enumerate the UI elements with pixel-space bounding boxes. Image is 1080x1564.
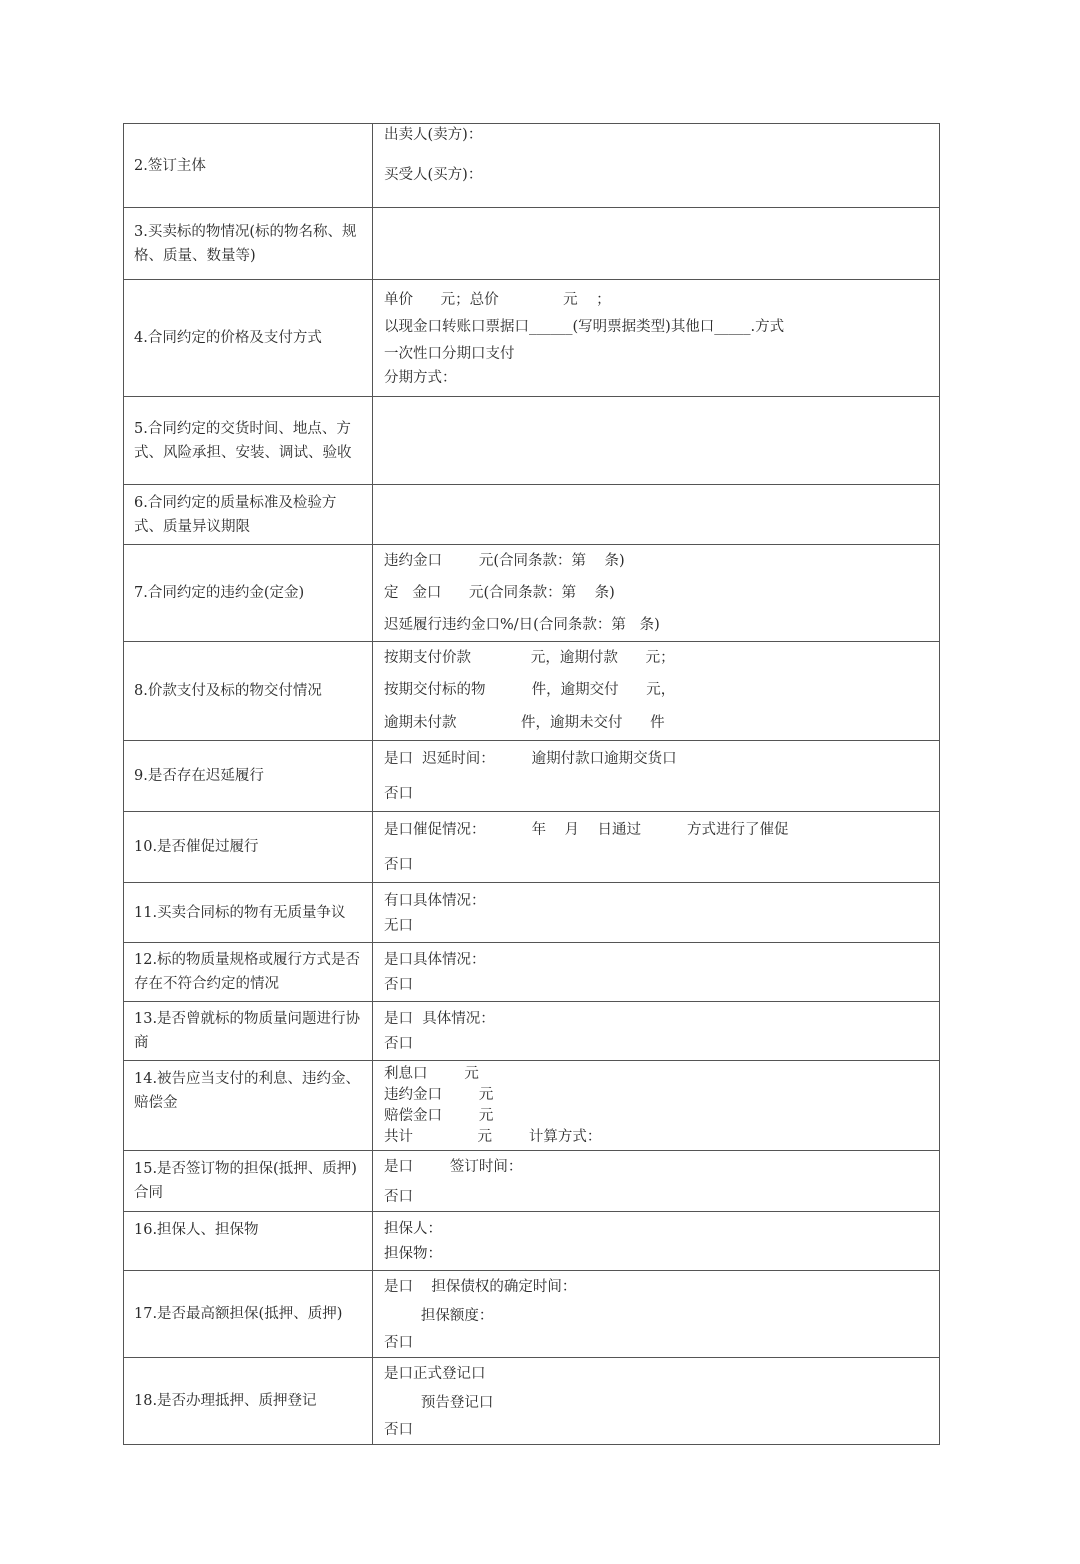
label-row-3	[124, 208, 373, 280]
field-line: 以现金口转账口票据口______(写明票据类型)其他口_____.方式	[384, 319, 785, 335]
table-row	[124, 943, 940, 1002]
content-cell-row-12[interactable]	[373, 943, 940, 1002]
row-label-text: 18.是否办理抵押、质押登记	[134, 1393, 317, 1409]
row-label-text: 11.买卖合同标的物有无质量争议	[134, 904, 346, 921]
field-line: 是口正式登记口	[384, 1366, 486, 1382]
content-cell-row-16[interactable]	[373, 1212, 940, 1271]
label-row-17	[124, 1271, 373, 1358]
table-row	[124, 812, 940, 883]
table-row	[124, 1271, 940, 1358]
field-line: 逾期未付款 件，逾期未交付 件	[384, 715, 665, 731]
field-line: 担保人：	[384, 1221, 442, 1237]
field-line: 否口	[384, 857, 413, 873]
row-label-text: 13.是否曾就标的物质量问题进行协商	[134, 1011, 361, 1051]
field-line: 有口具体情况：	[384, 892, 486, 909]
field-line: 是口 担保债权的确定时间：	[384, 1279, 577, 1295]
content-cell-row-7[interactable]	[373, 545, 940, 642]
content-cell-row-8[interactable]	[373, 642, 940, 741]
row-label-text: 7.合同约定的违约金(定金)	[134, 585, 305, 601]
label-row-14	[124, 1061, 373, 1151]
row-label-text: 4.合同约定的价格及支付方式	[134, 330, 322, 346]
table-row	[124, 1061, 940, 1151]
row-label-text: 16.担保人、担保物	[134, 1222, 259, 1238]
field-line: 否口	[384, 1189, 413, 1205]
field-line: 违约金口 元	[384, 1086, 494, 1103]
label-row-13	[124, 1002, 373, 1061]
row-label-text: 5.合同约定的交货时间、地点、方式、风险承担、安装、调试、验收	[134, 420, 352, 461]
table-row	[124, 642, 940, 741]
field-line: 否口	[384, 1422, 413, 1438]
field-line: 否口	[384, 786, 413, 802]
field-line: 担保物：	[384, 1246, 442, 1262]
table-row	[124, 124, 940, 208]
content-cell-row-2[interactable]	[373, 124, 940, 208]
field-line: 定 金口 元(合同条款：第 条)	[384, 585, 615, 601]
content-cell-row-11[interactable]	[373, 883, 940, 943]
row-label-text: 10.是否催促过履行	[134, 839, 259, 855]
field-line: 一次性口分期口支付	[384, 346, 515, 362]
content-cell-row-4[interactable]	[373, 280, 940, 397]
row-label-text: 2.签订主体	[134, 157, 206, 174]
label-row-15	[124, 1151, 373, 1212]
table-row	[124, 1358, 940, 1445]
field-line: 单价 元；总价 元 ；	[384, 292, 611, 308]
row-label-text: 3.买卖标的物情况(标的物名称、规格、质量、数量等)	[134, 223, 357, 264]
field-line: 利息口 元	[384, 1065, 479, 1082]
field-line: 迟延履行违约金口%/日(合同条款：第 条)	[384, 617, 660, 633]
label-row-7	[124, 545, 373, 642]
field-line: 是口 签订时间：	[384, 1159, 523, 1175]
field-line: 按期支付价款 元，逾期付款 元；	[384, 650, 675, 666]
field-line: 按期交付标的物 件，逾期交付 元，	[384, 682, 676, 698]
label-row-11	[124, 883, 373, 943]
field-line: 预告登记口	[384, 1395, 494, 1411]
table-row	[124, 1151, 940, 1212]
field-line	[384, 184, 929, 206]
field-line: 分期方式：	[384, 370, 457, 386]
contract-info-table	[123, 123, 940, 1445]
field-line: 是口具体情况：	[384, 952, 486, 968]
content-cell-row-14[interactable]	[373, 1061, 940, 1151]
field-line: 否口	[384, 1036, 413, 1052]
table-body	[124, 124, 940, 1445]
label-row-12	[124, 943, 373, 1002]
field-line: 出卖人(卖方)：	[384, 126, 483, 143]
label-row-18	[124, 1358, 373, 1445]
field-line: 违约金口 元(合同条款：第 条)	[384, 553, 625, 569]
content-cell-row-6[interactable]	[373, 485, 940, 545]
table-row	[124, 1002, 940, 1061]
label-row-6	[124, 485, 373, 545]
content-cell-row-9[interactable]	[373, 741, 940, 812]
label-row-2	[124, 124, 373, 208]
row-label-text: 8.价款支付及标的物交付情况	[134, 683, 322, 699]
row-label-text: 14.被告应当支付的利息、违约金、赔偿金	[134, 1071, 361, 1111]
content-cell-row-13[interactable]	[373, 1002, 940, 1061]
content-cell-row-15[interactable]	[373, 1151, 940, 1212]
table-row	[124, 485, 940, 545]
label-row-10	[124, 812, 373, 883]
field-line: 共计 元 计算方式：	[384, 1128, 602, 1145]
table-row	[124, 883, 940, 943]
field-line: 赔偿金口 元	[384, 1107, 494, 1124]
table-row	[124, 208, 940, 280]
content-cell-row-5[interactable]	[373, 397, 940, 485]
content-cell-row-18[interactable]	[373, 1358, 940, 1445]
label-row-16	[124, 1212, 373, 1271]
row-label-text: 12.标的物质量规格或履行方式是否存在不符合约定的情况	[134, 952, 361, 992]
label-row-8	[124, 642, 373, 741]
label-row-5	[124, 397, 373, 485]
content-cell-row-10[interactable]	[373, 812, 940, 883]
table-row	[124, 1212, 940, 1271]
table-row	[124, 545, 940, 642]
label-row-9	[124, 741, 373, 812]
label-row-4	[124, 280, 373, 397]
table-row	[124, 280, 940, 397]
table-row	[124, 741, 940, 812]
content-cell-row-3[interactable]	[373, 208, 940, 280]
field-line	[384, 144, 929, 166]
field-line: 买受人(买方)：	[384, 166, 483, 183]
content-cell-row-17[interactable]	[373, 1271, 940, 1358]
field-line: 否口	[384, 977, 413, 993]
field-line: 是口 迟延时间： 逾期付款口逾期交货口	[384, 751, 677, 767]
field-line: 无口	[384, 917, 413, 934]
field-line: 担保额度：	[384, 1308, 494, 1324]
row-label-text: 15.是否签订物的担保(抵押、质押)合同	[134, 1161, 357, 1201]
table-row	[124, 397, 940, 485]
field-line: 是口催促情况： 年 月 日通过 方式进行了催促	[384, 822, 789, 838]
row-label-text: 9.是否存在迟延履行	[134, 768, 264, 784]
field-line: 否口	[384, 1335, 413, 1351]
field-line: 是口 具体情况：	[384, 1011, 495, 1027]
row-label-text: 6.合同约定的质量标准及检验方式、质量异议期限	[134, 494, 337, 535]
row-label-text: 17.是否最高额担保(抵押、质押)	[134, 1306, 343, 1322]
